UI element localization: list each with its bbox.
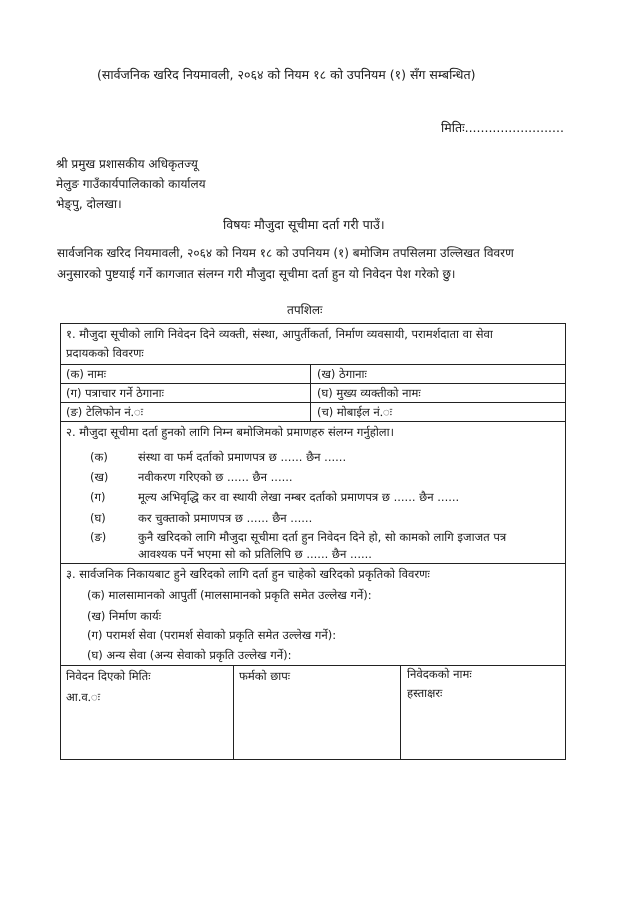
item-text: नवीकरण गरिएको छ ...... छैन ...... [138, 470, 293, 484]
divider [61, 421, 565, 422]
section3-title: ३. सार्वजनिक निकायबाट हुने खरिदको लागि दर्ता हुन चाहेको खरिदको प्रकृतिको विवरणः [66, 567, 430, 581]
section1-title-line1: १. मौजुदा सूचीको लागि निवेदन दिने व्यक्ती, संस्था, आपुर्तीकर्ता, निर्माण व्यवसायी, परामर्शदाता वा सेवा [66, 327, 493, 341]
item-text: कर चुक्ताको प्रमाणपत्र छ ...... छैन ...... [138, 511, 313, 525]
divider [61, 364, 565, 365]
addressee-line-1: श्री प्रमुख प्रशासकीय अधिकृतज्यू [56, 157, 198, 171]
divider [61, 383, 565, 384]
body-line-2: अनुसारको पुष्टयाई गर्ने कागजात संलग्न गरी मौजुदा सूचीमा दर्ता हुन यो निवेदन पेश गरेको छु। [57, 267, 456, 281]
subject-line: विषयः मौजुदा सूचीमा दर्ता गरी पाउँ। [223, 217, 385, 232]
list-item [90, 530, 506, 545]
divider [61, 665, 565, 666]
item-label: (ग) [90, 490, 106, 504]
list-item [90, 450, 346, 465]
signature-field[interactable]: हस्ताक्षरः [407, 686, 443, 700]
rule-reference: (सार्वजनिक खरिद नियमावली, २०६४ को नियम १८ को उपनियम (१) सँग सम्बन्धित) [97, 67, 476, 82]
column-divider [233, 665, 234, 759]
list-item [90, 490, 459, 505]
item-label: (घ) [90, 511, 106, 525]
item-text: मूल्य अभिवृद्धि कर वा स्थायी लेखा नम्बर दर्ताको प्रमाणपत्र छ ...... छैन ...... [138, 490, 460, 504]
field-phone[interactable]: (ङ) टेलिफोन नं.ः [66, 405, 144, 419]
item-label: (ङ) [90, 530, 107, 544]
body-line-1: सार्वजनिक खरिद नियमावली, २०६४ को नियम १८ को उपनियम (१) बमोजिम तपसिलमा उल्लिखत विवरण [57, 246, 514, 260]
list-item: (घ) अन्य सेवा (अन्य सेवाको प्रकृति उल्लेख गर्ने): [87, 648, 292, 662]
addressee-line-2: मेलुङ गाउँकार्यपालिकाको कार्यालय [56, 177, 206, 191]
divider [61, 563, 565, 564]
item-text: कुनै खरिदको लागि मौजुदा सूचीमा दर्ता हुन निवेदन दिने हो, सो कामको लागि इजाजत पत्र [138, 530, 507, 544]
field-mobile[interactable]: (च) मोबाईल नं.ः [317, 405, 393, 419]
section1-title-line2: प्रदायकको विवरणः [66, 346, 144, 360]
fiscal-year-field[interactable]: आ.व.ः [66, 690, 101, 704]
addressee-line-3: भेङ्पु, दोलखा। [56, 197, 122, 211]
firm-stamp-field[interactable]: फर्मको छापः [239, 669, 291, 683]
divider [61, 402, 565, 403]
item-continuation: आवश्यक पर्ने भएमा सो को प्रतिलिपि छ ...... छैन ...... [138, 547, 372, 561]
field-address[interactable]: (ख) ठेगानाः [317, 367, 367, 381]
field-chief-person[interactable]: (घ) मुख्य व्यक्तीको नामः [317, 386, 421, 400]
column-divider [310, 364, 311, 421]
item-text: संस्था वा फर्म दर्ताको प्रमाणपत्र छ ...... छैन ...... [138, 450, 347, 464]
application-date-field[interactable]: निवेदन दिएको मितिः [66, 669, 151, 683]
list-item: (ख) निर्माण कार्यः [87, 609, 162, 623]
column-divider [400, 665, 401, 759]
list-item [90, 470, 293, 485]
list-item: (ग) परामर्श सेवा (परामर्श सेवाको प्रकृति समेत उल्लेख गर्ने): [87, 628, 337, 642]
date-label: मितिः......................... [441, 120, 564, 135]
section2-title: २. मौजुदा सूचीमा दर्ता हुनको लागि निम्न बमोजिमको प्रमाणहरु संलग्न गर्नुहोला। [66, 425, 394, 439]
field-correspondence-address[interactable]: (ग) पत्राचार गर्ने ठेगानाः [66, 386, 164, 400]
item-label: (क) [90, 450, 108, 464]
applicant-name-field[interactable]: निवेदकको नामः [407, 667, 472, 681]
list-item: (क) मालसामानको आपुर्ती (मालसामानको प्रकृति समेत उल्लेख गर्ने): [87, 588, 372, 602]
field-name[interactable]: (क) नामः [66, 367, 107, 381]
details-form-table [60, 323, 566, 760]
details-heading: तपशिलः [287, 303, 323, 317]
list-item [90, 511, 312, 526]
item-label: (ख) [90, 470, 109, 484]
